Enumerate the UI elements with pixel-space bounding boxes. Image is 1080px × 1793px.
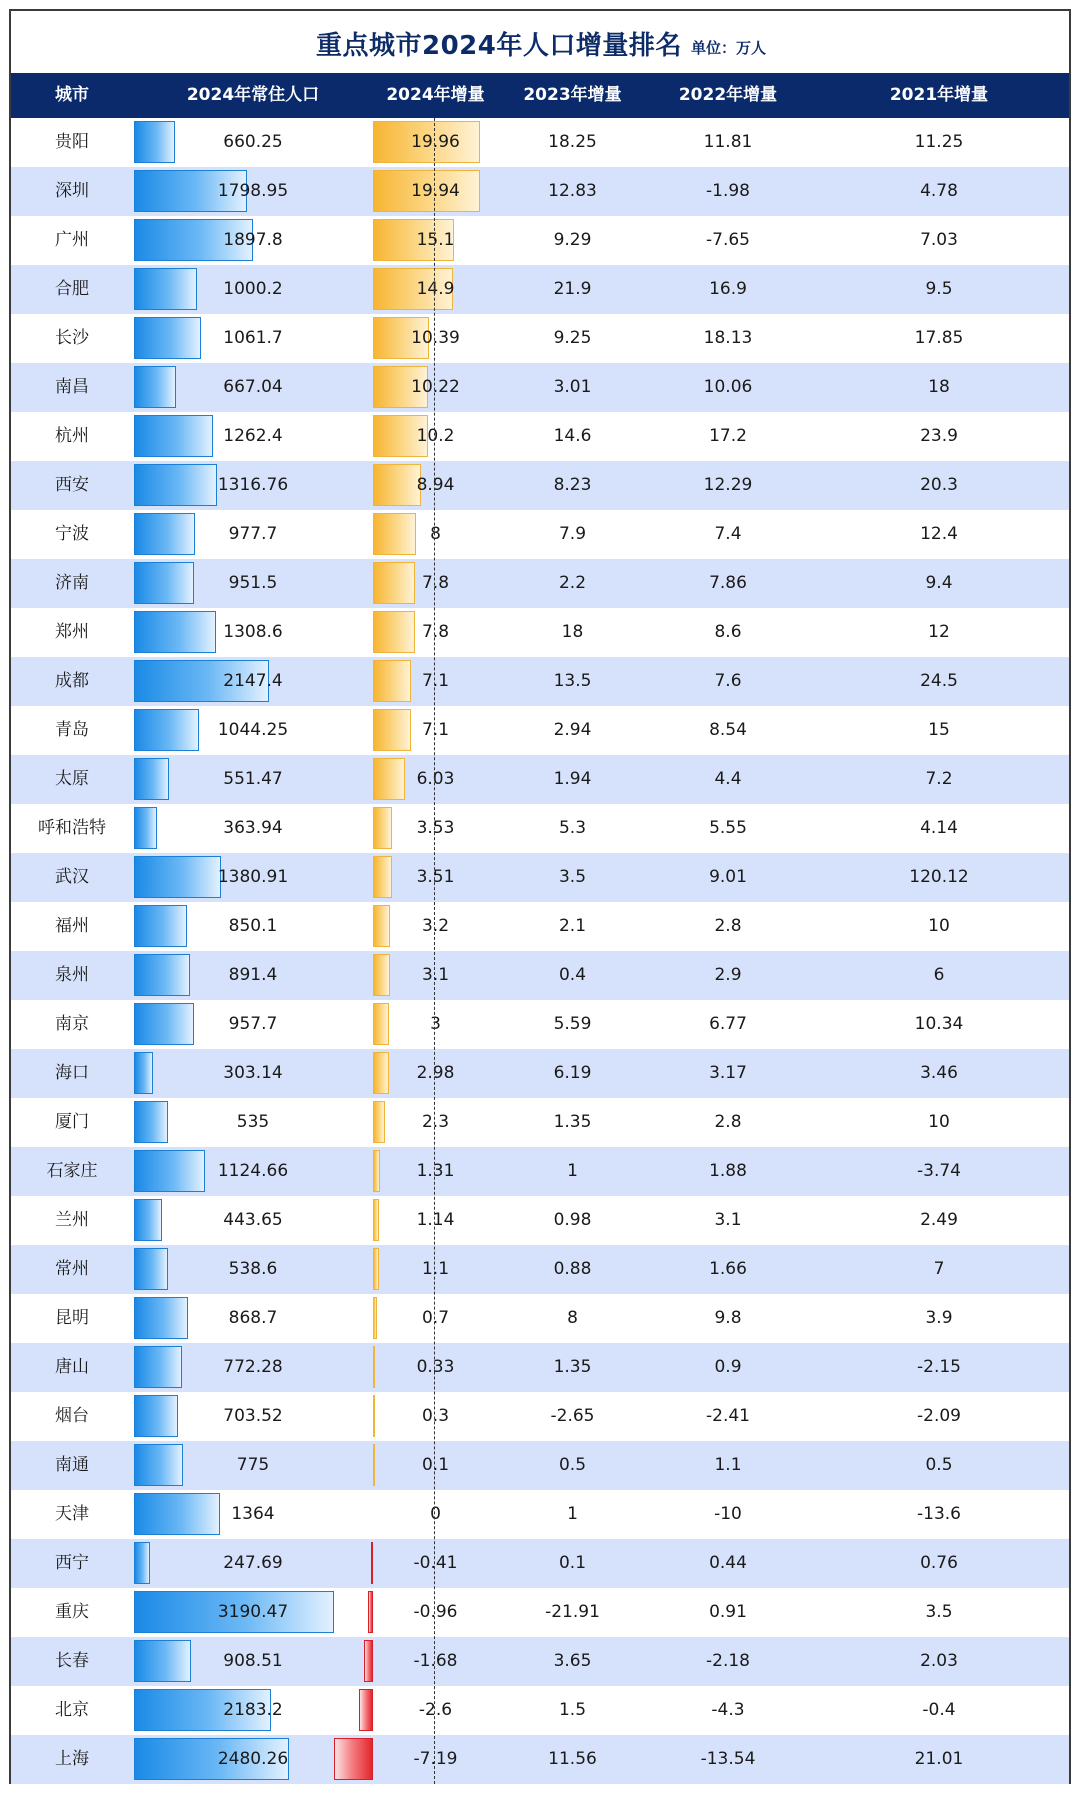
value-inc2024: 1.14 — [416, 1210, 455, 1230]
value-inc2021: 0.5 — [925, 1455, 953, 1475]
value-inc2023: 1.94 — [553, 769, 592, 789]
table-row — [11, 706, 1069, 755]
value-pop: 535 — [236, 1112, 270, 1132]
value-inc2021: 6 — [933, 965, 945, 985]
value-inc2024: 1.1 — [421, 1259, 450, 1279]
table-row — [11, 1049, 1069, 1098]
value-pop: 667.04 — [223, 377, 283, 397]
value-inc2023: 5.3 — [558, 818, 587, 838]
value-inc2021: 2.49 — [920, 1210, 958, 1230]
table-row — [11, 1490, 1069, 1539]
column-header: 2023年增量 — [523, 85, 622, 105]
table-row — [11, 657, 1069, 706]
column-header: 2022年增量 — [678, 85, 778, 105]
value-inc2022: 3.17 — [709, 1063, 747, 1083]
city-name: 烟台 — [55, 1406, 89, 1426]
value-inc2021: -0.4 — [922, 1700, 956, 1720]
value-inc2021: 20.3 — [920, 475, 958, 495]
value-inc2024: 19.96 — [411, 132, 460, 152]
value-inc2022: -4.3 — [711, 1700, 745, 1720]
value-inc2022: 16.9 — [709, 279, 747, 299]
table-row — [11, 1441, 1069, 1490]
table-row — [11, 1735, 1069, 1784]
value-inc2021: 23.9 — [920, 426, 958, 446]
zero-axis-line — [434, 118, 435, 1784]
value-inc2022: 1.1 — [714, 1455, 742, 1475]
city-name: 海口 — [55, 1063, 89, 1083]
value-inc2024: 8 — [430, 524, 441, 544]
table-row — [11, 1294, 1069, 1343]
table-row — [11, 902, 1069, 951]
table-row — [11, 118, 1069, 167]
value-inc2022: -13.54 — [700, 1749, 756, 1769]
value-inc2023: 9.25 — [553, 328, 592, 348]
value-inc2024: 0.1 — [421, 1455, 450, 1475]
value-pop: 1316.76 — [217, 475, 289, 495]
value-inc2024: 3.51 — [416, 867, 455, 887]
city-name: 北京 — [55, 1700, 89, 1720]
value-inc2021: 120.12 — [909, 867, 969, 887]
value-inc2021: 10.34 — [914, 1014, 964, 1034]
value-inc2024: 1.31 — [416, 1161, 455, 1181]
value-pop: 868.7 — [228, 1308, 278, 1328]
column-header: 2021年增量 — [889, 85, 989, 105]
value-inc2021: 0.76 — [920, 1553, 958, 1573]
value-inc2023: 8 — [567, 1308, 578, 1328]
city-name: 昆明 — [55, 1308, 89, 1328]
column-header: 2024年常住人口 — [186, 85, 320, 105]
value-inc2021: 3.9 — [925, 1308, 953, 1328]
value-inc2023: 0.5 — [558, 1455, 587, 1475]
value-inc2021: 18 — [928, 377, 950, 397]
value-inc2024: 2.3 — [421, 1112, 450, 1132]
value-inc2023: 11.56 — [548, 1749, 597, 1769]
city-name: 南京 — [55, 1014, 89, 1034]
title-row — [11, 11, 1069, 73]
value-inc2024: 19.94 — [411, 181, 460, 201]
table-row — [11, 314, 1069, 363]
city-name: 西安 — [55, 475, 89, 495]
table-row — [11, 1245, 1069, 1294]
city-name: 重庆 — [55, 1602, 89, 1622]
value-pop: 908.51 — [223, 1651, 283, 1671]
value-inc2022: 7.6 — [714, 671, 742, 691]
table-row — [11, 1343, 1069, 1392]
value-inc2023: 0.4 — [558, 965, 587, 985]
value-inc2024: 3.1 — [421, 965, 450, 985]
value-pop: 551.47 — [223, 769, 283, 789]
column-header: 城市 — [55, 85, 89, 105]
value-inc2024: 6.03 — [416, 769, 455, 789]
value-inc2024: 3.53 — [416, 818, 455, 838]
value-inc2021: 17.85 — [914, 328, 964, 348]
value-pop: 891.4 — [228, 965, 278, 985]
value-inc2022: -2.41 — [706, 1406, 750, 1426]
value-inc2024: 0.3 — [421, 1406, 450, 1426]
table-row — [11, 1637, 1069, 1686]
city-name: 唐山 — [55, 1357, 89, 1377]
value-inc2021: -13.6 — [917, 1504, 961, 1524]
value-pop: 443.65 — [223, 1210, 283, 1230]
table-row — [11, 1196, 1069, 1245]
value-inc2024: 0 — [430, 1504, 441, 1524]
value-inc2023: 1.5 — [558, 1700, 587, 1720]
value-inc2021: 7 — [933, 1259, 945, 1279]
value-inc2023: -2.65 — [550, 1406, 595, 1426]
value-pop: 2480.26 — [217, 1749, 289, 1769]
value-pop: 2147.4 — [223, 671, 283, 691]
city-name: 福州 — [55, 916, 89, 936]
value-inc2021: -2.09 — [917, 1406, 961, 1426]
value-inc2024: 10.2 — [416, 426, 455, 446]
value-pop: 1124.66 — [217, 1161, 289, 1181]
value-pop: 538.6 — [228, 1259, 278, 1279]
value-inc2022: 0.44 — [709, 1553, 747, 1573]
table-row — [11, 1686, 1069, 1735]
value-inc2022: 0.91 — [709, 1602, 747, 1622]
value-inc2023: 1.35 — [553, 1112, 592, 1132]
value-inc2023: 3.5 — [558, 867, 587, 887]
city-name: 上海 — [55, 1749, 89, 1769]
table-row — [11, 265, 1069, 314]
value-inc2023: 12.83 — [548, 181, 597, 201]
value-inc2021: 21.01 — [914, 1749, 964, 1769]
city-name: 天津 — [55, 1504, 89, 1524]
value-inc2022: 8.54 — [709, 720, 747, 740]
table-row — [11, 1098, 1069, 1147]
value-inc2023: 0.1 — [558, 1553, 587, 1573]
value-pop: 1798.95 — [217, 181, 289, 201]
value-inc2024: -0.41 — [413, 1553, 458, 1573]
value-inc2022: 6.77 — [709, 1014, 747, 1034]
city-name: 长春 — [55, 1651, 89, 1671]
value-pop: 1897.8 — [223, 230, 283, 250]
table-row — [11, 1588, 1069, 1637]
value-inc2023: 0.88 — [553, 1259, 592, 1279]
value-inc2024: -7.19 — [413, 1749, 458, 1769]
value-pop: 1380.91 — [217, 867, 289, 887]
value-inc2021: -2.15 — [917, 1357, 961, 1377]
value-pop: 1308.6 — [223, 622, 283, 642]
value-inc2023: 2.94 — [553, 720, 592, 740]
value-inc2021: 9.4 — [925, 573, 953, 593]
value-pop: 303.14 — [223, 1063, 283, 1083]
value-inc2022: 5.55 — [709, 818, 747, 838]
city-name: 深圳 — [55, 181, 89, 201]
value-inc2022: -7.65 — [706, 230, 750, 250]
value-inc2023: 0.98 — [553, 1210, 592, 1230]
city-name: 广州 — [55, 230, 89, 250]
value-inc2023: 3.01 — [553, 377, 592, 397]
value-inc2021: 10 — [928, 1112, 950, 1132]
city-name: 济南 — [55, 573, 89, 593]
city-name: 太原 — [55, 769, 89, 789]
value-inc2024: 7.8 — [421, 573, 450, 593]
value-inc2022: 9.8 — [714, 1308, 742, 1328]
city-name: 合肥 — [55, 279, 89, 299]
value-inc2022: -10 — [714, 1504, 742, 1524]
value-inc2021: 3.46 — [920, 1063, 958, 1083]
table-frame — [9, 9, 1071, 1784]
value-inc2021: -3.74 — [917, 1161, 961, 1181]
value-inc2022: -1.98 — [706, 181, 750, 201]
city-name: 郑州 — [55, 622, 89, 642]
column-header: 2024年增量 — [386, 85, 485, 105]
value-inc2024: 14.9 — [416, 279, 455, 299]
chart-title: 重点城市2024年人口增量排名 — [316, 31, 682, 61]
value-inc2021: 10 — [928, 916, 950, 936]
value-inc2021: 2.03 — [920, 1651, 958, 1671]
value-inc2021: 12.4 — [920, 524, 958, 544]
value-inc2023: 18 — [561, 622, 584, 642]
value-inc2021: 4.78 — [920, 181, 958, 201]
value-inc2024: 7.8 — [421, 622, 450, 642]
table-row — [11, 804, 1069, 853]
city-name: 常州 — [55, 1259, 89, 1279]
value-pop: 957.7 — [228, 1014, 278, 1034]
value-inc2022: 4.4 — [714, 769, 742, 789]
value-inc2022: 8.6 — [714, 622, 742, 642]
unit-label: 单位：万人 — [691, 39, 767, 57]
value-pop: 3190.47 — [217, 1602, 289, 1622]
value-inc2023: 18.25 — [548, 132, 597, 152]
value-pop: 703.52 — [223, 1406, 283, 1426]
value-inc2023: 8.23 — [553, 475, 592, 495]
value-inc2023: 1 — [567, 1504, 578, 1524]
value-pop: 2183.2 — [223, 1700, 283, 1720]
value-pop: 1000.2 — [223, 279, 283, 299]
city-name: 呼和浩特 — [38, 818, 106, 838]
value-inc2022: 17.2 — [709, 426, 747, 446]
value-inc2022: 11.81 — [703, 132, 753, 152]
city-name: 西宁 — [55, 1553, 89, 1573]
value-inc2021: 15 — [928, 720, 950, 740]
table-row — [11, 216, 1069, 265]
value-inc2023: 1.35 — [553, 1357, 592, 1377]
value-pop: 951.5 — [228, 573, 278, 593]
value-inc2023: 9.29 — [553, 230, 592, 250]
table-row — [11, 853, 1069, 902]
value-pop: 1364 — [231, 1504, 275, 1524]
city-name: 武汉 — [55, 867, 89, 887]
value-pop: 977.7 — [228, 524, 278, 544]
table-row — [11, 510, 1069, 559]
value-pop: 1061.7 — [223, 328, 283, 348]
table-row — [11, 412, 1069, 461]
value-inc2022: 12.29 — [703, 475, 753, 495]
value-inc2024: 8.94 — [416, 475, 455, 495]
value-inc2022: 2.9 — [714, 965, 742, 985]
table-row — [11, 1539, 1069, 1588]
value-inc2023: 13.5 — [553, 671, 592, 691]
value-inc2023: -21.91 — [545, 1602, 600, 1622]
value-inc2023: 6.19 — [553, 1063, 592, 1083]
value-pop: 363.94 — [223, 818, 283, 838]
value-pop: 1044.25 — [217, 720, 289, 740]
value-inc2024: 10.22 — [411, 377, 460, 397]
value-inc2022: -2.18 — [706, 1651, 750, 1671]
city-name: 贵阳 — [55, 132, 89, 152]
value-inc2022: 7.4 — [714, 524, 742, 544]
value-inc2023: 21.9 — [553, 279, 592, 299]
city-name: 南昌 — [55, 377, 89, 397]
value-inc2022: 7.86 — [709, 573, 747, 593]
value-inc2024: 2.98 — [416, 1063, 455, 1083]
table-row — [11, 951, 1069, 1000]
value-inc2021: 12 — [928, 622, 950, 642]
value-inc2022: 9.01 — [709, 867, 747, 887]
value-inc2021: 11.25 — [914, 132, 964, 152]
table-row — [11, 608, 1069, 657]
value-inc2023: 2.2 — [558, 573, 587, 593]
city-name: 杭州 — [55, 426, 89, 446]
table-row — [11, 1000, 1069, 1049]
value-inc2024: 3 — [430, 1014, 441, 1034]
value-pop: 1262.4 — [223, 426, 283, 446]
value-inc2022: 1.66 — [709, 1259, 747, 1279]
value-inc2022: 2.8 — [714, 1112, 742, 1132]
value-inc2022: 3.1 — [714, 1210, 742, 1230]
value-inc2023: 14.6 — [553, 426, 592, 446]
city-name: 青岛 — [55, 720, 89, 740]
table-row — [11, 559, 1069, 608]
value-inc2024: 7.1 — [421, 720, 450, 740]
city-name: 成都 — [55, 671, 89, 691]
city-name: 泉州 — [55, 965, 89, 985]
value-inc2024: 15.1 — [416, 230, 455, 250]
value-inc2023: 1 — [567, 1161, 578, 1181]
city-name: 厦门 — [55, 1112, 89, 1132]
city-name: 石家庄 — [46, 1161, 98, 1181]
city-name: 南通 — [55, 1455, 89, 1475]
value-pop: 247.69 — [223, 1553, 283, 1573]
value-inc2024: 10.39 — [411, 328, 460, 348]
value-inc2024: 0.7 — [421, 1308, 450, 1328]
value-inc2021: 3.5 — [925, 1602, 953, 1622]
value-inc2023: 2.1 — [558, 916, 587, 936]
value-inc2024: -0.96 — [413, 1602, 458, 1622]
value-inc2021: 7.03 — [920, 230, 958, 250]
value-inc2023: 5.59 — [553, 1014, 592, 1034]
table-row — [11, 1392, 1069, 1441]
value-inc2022: 0.9 — [714, 1357, 742, 1377]
city-name: 宁波 — [55, 524, 89, 544]
city-name: 兰州 — [55, 1210, 89, 1230]
value-inc2024: 3.2 — [421, 916, 450, 936]
value-inc2023: 3.65 — [553, 1651, 592, 1671]
value-inc2024: 7.1 — [421, 671, 450, 691]
table-row — [11, 1147, 1069, 1196]
table-row — [11, 461, 1069, 510]
city-name: 长沙 — [55, 328, 89, 348]
value-inc2021: 9.5 — [925, 279, 953, 299]
table-header — [11, 73, 1069, 118]
value-inc2023: 7.9 — [558, 524, 587, 544]
value-inc2024: -2.6 — [418, 1700, 453, 1720]
value-pop: 775 — [236, 1455, 270, 1475]
value-inc2021: 24.5 — [920, 671, 958, 691]
value-inc2024: 0.33 — [416, 1357, 455, 1377]
value-inc2022: 18.13 — [703, 328, 753, 348]
value-inc2021: 4.14 — [920, 818, 958, 838]
table-row — [11, 167, 1069, 216]
value-pop: 772.28 — [223, 1357, 283, 1377]
value-pop: 660.25 — [223, 132, 283, 152]
table-row — [11, 363, 1069, 412]
value-inc2022: 10.06 — [703, 377, 753, 397]
value-inc2022: 2.8 — [714, 916, 742, 936]
value-pop: 850.1 — [228, 916, 278, 936]
value-inc2021: 7.2 — [925, 769, 953, 789]
value-inc2024: -1.68 — [413, 1651, 458, 1671]
table-row — [11, 755, 1069, 804]
value-inc2022: 1.88 — [709, 1161, 747, 1181]
